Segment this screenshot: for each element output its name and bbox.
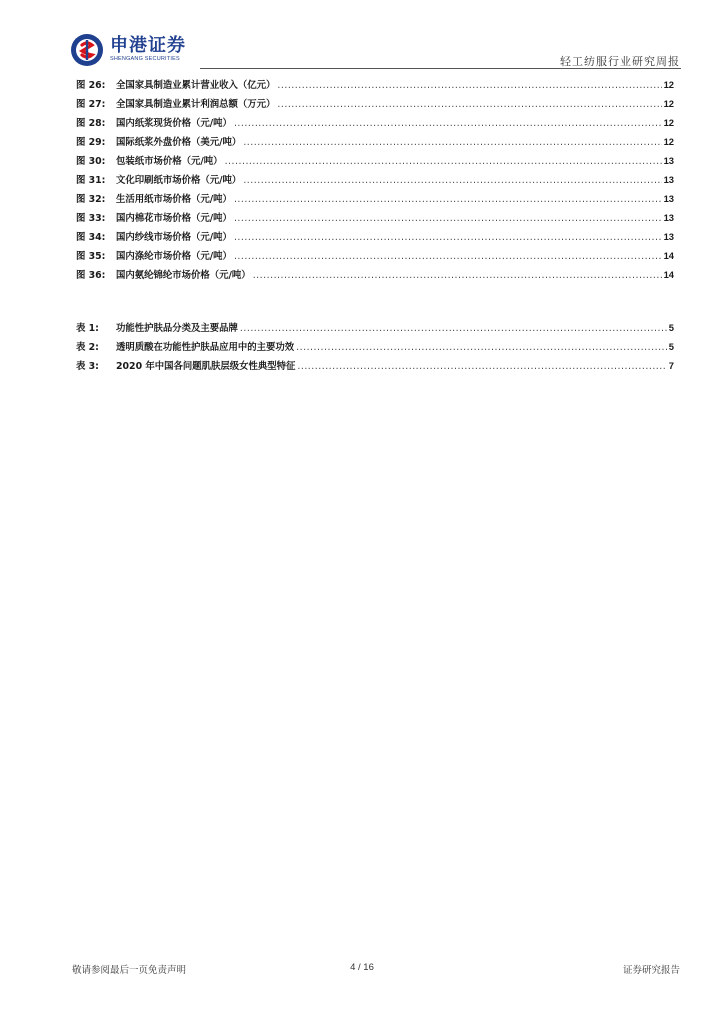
figure-entry-page: 14 [663,269,674,280]
figure-entry-title: 生活用纸市场价格（元/吨） [116,194,232,205]
dot-leader [243,137,661,148]
dot-leader [234,118,662,129]
report-type: 轻工纺服行业研究周报 [560,55,680,68]
figure-entry-page: 13 [663,193,674,204]
table-entry-title: 透明质酸在功能性护肤品应用中的主要功效 [116,342,295,353]
figure-entry-label: 图 33: [76,213,106,224]
figure-entry-label: 图 32: [76,194,106,205]
table-entry-page: 7 [668,360,674,371]
figure-entry-title: 国内纱线市场价格（元/吨） [116,232,232,243]
dot-leader [234,194,662,205]
table-entry-label: 表 1: [76,323,99,334]
figure-entry-title: 国内涤纶市场价格（元/吨） [116,251,232,262]
figure-entry-title: 文化印刷纸市场价格（元/吨） [116,175,242,186]
figure-entry-label: 图 28: [76,118,106,129]
table-entry[interactable] [76,339,674,358]
figure-entry[interactable] [76,96,674,115]
figure-entry-label: 图 27: [76,99,106,110]
figure-entry[interactable] [76,153,674,172]
dot-leader [297,361,666,372]
figure-entry-page: 13 [663,212,674,223]
figure-index [76,77,674,286]
figure-entry-title: 国内棉花市场价格（元/吨） [116,213,232,224]
dot-leader [234,251,662,262]
figure-entry[interactable] [76,267,674,286]
page-number: 4 / 16 [350,962,374,973]
dot-leader [243,175,661,186]
figure-entry-page: 12 [663,79,674,90]
table-entry[interactable] [76,358,674,377]
figure-entry[interactable] [76,172,674,191]
dot-leader [296,342,667,353]
figure-entry-page: 13 [663,155,674,166]
figure-entry-page: 12 [663,98,674,109]
dot-leader [253,270,662,281]
disclaimer-note: 敬请参阅最后一页免责声明 [72,965,187,976]
figure-entry[interactable] [76,191,674,210]
figure-entry-label: 图 34: [76,232,106,243]
report-label: 证券研究报告 [622,965,680,976]
figure-entry-title: 包装纸市场价格（元/吨） [116,156,223,167]
figure-entry-title: 国内纸浆现货价格（元/吨） [116,118,232,129]
header-divider [200,68,681,69]
table-entry-label: 表 3: [76,361,99,372]
logo-english-name: SHENGANG SECURITIES [110,56,180,63]
figure-entry[interactable] [76,210,674,229]
table-entry[interactable] [76,320,674,339]
figure-entry-title: 全国家具制造业累计利润总额（万元） [116,99,276,110]
figure-entry-page: 14 [663,250,674,261]
figure-entry[interactable] [76,77,674,96]
figure-entry-label: 图 35: [76,251,106,262]
page-footer [0,962,724,982]
figure-entry-title: 国际纸浆外盘价格（美元/吨） [116,137,242,148]
figure-entry-label: 图 26: [76,80,106,91]
figure-entry-page: 12 [663,117,674,128]
figure-entry-label: 图 29: [76,137,106,148]
figure-entry-label: 图 30: [76,156,106,167]
dot-leader [240,323,667,334]
dot-leader [225,156,662,167]
table-entry-page: 5 [668,341,674,352]
figure-entry[interactable] [76,134,674,153]
dot-leader [277,99,661,110]
company-logo [70,33,186,67]
figure-entry[interactable] [76,229,674,248]
figure-entry-label: 图 31: [76,175,106,186]
logo-chinese-name: 申港证券 [110,35,186,57]
figure-entry-title: 全国家具制造业累计营业收入（亿元） [116,80,276,91]
table-entry-page: 5 [668,322,674,333]
dot-leader [234,213,662,224]
figure-entry-page: 13 [663,174,674,185]
table-entry-title: 功能性护肤品分类及主要品牌 [116,323,238,334]
figure-entry-title: 国内氨纶锦纶市场价格（元/吨） [116,270,251,281]
figure-entry-page: 13 [663,231,674,242]
figure-entry[interactable] [76,248,674,267]
figure-entry-page: 12 [663,136,674,147]
table-entry-label: 表 2: [76,342,99,353]
table-entry-title: 2020 年中国各问题肌肤层级女性典型特征 [116,361,296,372]
figure-entry-label: 图 36: [76,270,106,281]
shengang-logo-icon [70,33,104,67]
page-header [0,0,724,70]
dot-leader [234,232,662,243]
table-index [76,320,674,377]
figure-entry[interactable] [76,115,674,134]
dot-leader [277,80,661,91]
